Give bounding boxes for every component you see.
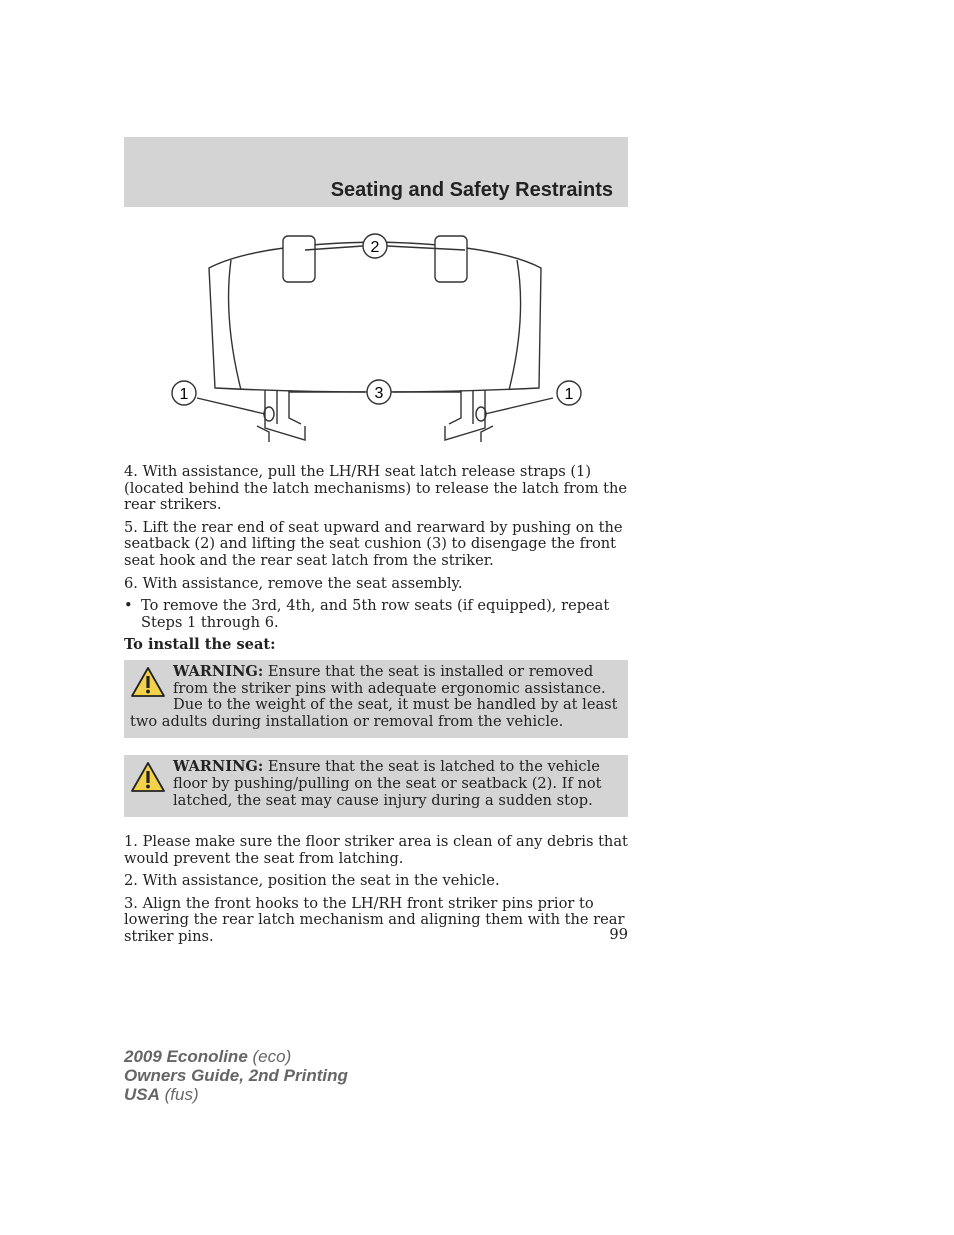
bullet-marker: • xyxy=(124,597,133,615)
install-heading: To install the seat: xyxy=(124,636,276,654)
seat-diagram xyxy=(165,228,585,448)
footer-line-3 xyxy=(124,1085,348,1104)
headrest-left xyxy=(283,236,315,282)
headrest-right xyxy=(435,236,467,282)
bullet-text: To remove the 3rd, 4th, and 5th row seats (if equipped), repeat Steps 1 through 6. xyxy=(141,597,610,631)
warning-box-1 xyxy=(124,660,628,738)
install-step-3: 3. Align the front hooks to the LH/RH front striker pins prior to lowering the rear latch mechanism and aligning them with the rear striker pins. xyxy=(124,894,625,946)
callout-2: 2 xyxy=(370,239,380,256)
callout-1-left: 1 xyxy=(179,386,189,403)
footer-market: USA xyxy=(124,1085,160,1104)
callout-1-right: 1 xyxy=(564,386,574,403)
page-number: 99 xyxy=(609,926,628,943)
step-5: 5. Lift the rear end of seat upward and rearward by pushing on the seatback (2) and lifting the seat cushion (3) to disengage the front seat hook and the rear seat latch from the striker. xyxy=(124,518,623,569)
warning-label: WARNING: xyxy=(173,758,264,776)
warning-triangle-icon xyxy=(130,666,166,698)
footer-line-2: Owners Guide, 2nd Printing xyxy=(124,1066,348,1085)
footer-model: 2009 Econoline xyxy=(124,1047,248,1066)
footer-line-1 xyxy=(124,1047,348,1066)
install-step-1: 1. Please make sure the floor striker area is clean of any debris that would prevent the seat from latching. xyxy=(124,833,628,867)
warning-text: Ensure that the seat is installed or removed from the striker pins with adequate ergonomic assistance. Due to the weight of the seat, it must be handled by at least two adults during installation or removal from the vehicle. xyxy=(130,662,618,730)
warning-box-2 xyxy=(124,755,628,817)
header-band xyxy=(124,137,628,207)
warning-text: Ensure that the seat is latched to the vehicle floor by pushing/pulling on the seat or seatback (2). If not latched, the seat may cause injury during a sudden stop. xyxy=(173,758,602,809)
body-content xyxy=(124,464,628,952)
install-step-2: 2. With assistance, position the seat in the vehicle. xyxy=(124,872,500,890)
footer xyxy=(124,1047,348,1104)
step-6: 6. With assistance, remove the seat assembly. xyxy=(124,574,463,592)
warning-triangle-icon xyxy=(130,761,166,793)
step-4: 4. With assistance, pull the LH/RH seat latch release straps (1) (located behind the latch mechanisms) to release the latch from the rear strikers. xyxy=(124,463,628,514)
warning-label: WARNING: xyxy=(173,662,264,680)
page-title: Seating and Safety Restraints xyxy=(330,179,613,201)
footer-market-code: (fus) xyxy=(159,1085,199,1104)
seatback-outline xyxy=(209,242,541,392)
footer-model-code: (eco) xyxy=(247,1047,292,1066)
callout-3: 3 xyxy=(374,385,384,402)
list-item xyxy=(124,598,628,631)
